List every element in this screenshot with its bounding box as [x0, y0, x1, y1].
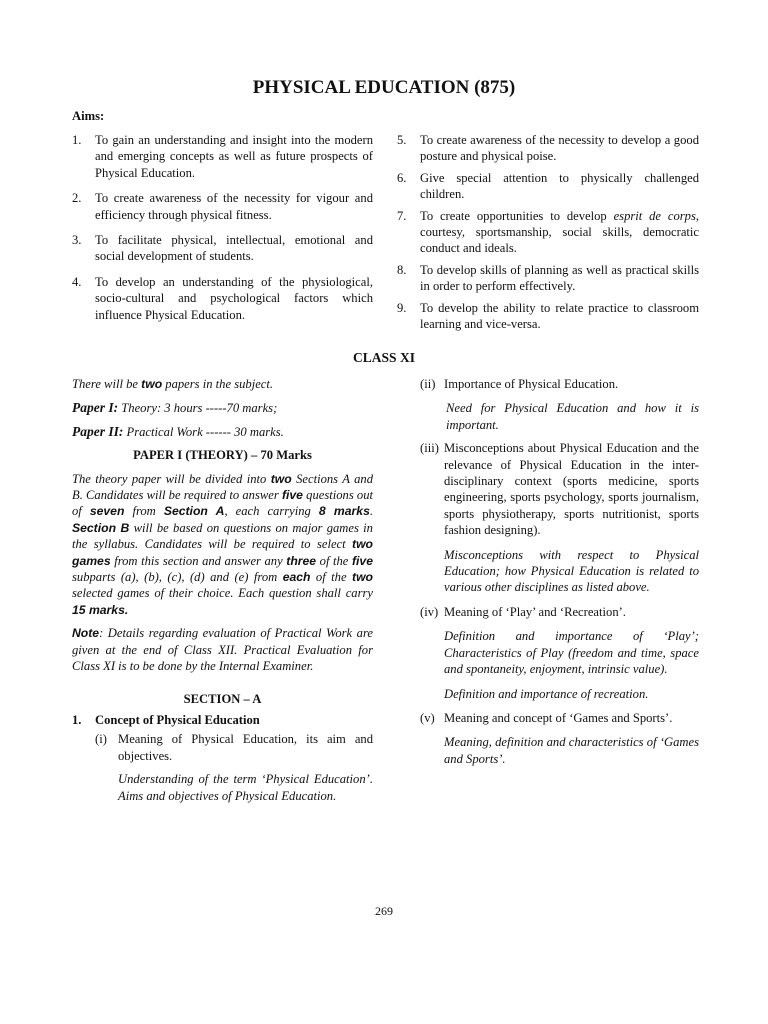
- aim-number: 9.: [397, 300, 407, 315]
- emphasis: Section B: [72, 520, 130, 535]
- aim-number: 5.: [397, 133, 407, 147]
- paper1-heading: PAPER I (THEORY) – 70 Marks: [133, 448, 312, 463]
- aim-number: 3.: [72, 233, 82, 248]
- emphasis: seven: [89, 504, 125, 519]
- subtopic-title: Meaning of ‘Play’ and ‘Recreation’.: [444, 604, 626, 619]
- aim-text: To facilitate physical, intellectual, emotional and social development of students.: [95, 233, 373, 264]
- text-part: The theory paper will be divided into: [72, 471, 271, 486]
- subtopic-description: Need for Physical Education and how it is important.: [446, 401, 699, 432]
- subtopic-item: [420, 604, 699, 620]
- subtopic-label: (v): [420, 710, 435, 725]
- note-paragraph: [72, 625, 373, 674]
- emphasis: two: [352, 570, 373, 585]
- subtopic-label: (ii): [420, 377, 436, 391]
- text-part: papers in the subject.: [162, 377, 274, 391]
- text-part: There will be: [72, 377, 142, 391]
- emphasis: two games: [72, 537, 373, 568]
- emphasis: five: [351, 553, 373, 568]
- column-left: [72, 376, 373, 804]
- page-title: PHYSICAL EDUCATION (875): [252, 77, 516, 98]
- aim-item: [72, 232, 373, 265]
- subtopic-item: [420, 440, 699, 538]
- aim-text: [420, 208, 699, 257]
- aims-list-left: [72, 132, 373, 323]
- subtopic-item: [72, 731, 373, 764]
- text-part: Practical Work ------ 30 marks.: [123, 424, 284, 439]
- text-part: .: [369, 504, 373, 519]
- aim-number: 8.: [397, 262, 407, 277]
- text-part: : Details regarding evaluation of Practical Work are given at the end of Class XII. Practical Evaluation for Class XI is to be done by the Internal Examiner.: [72, 626, 373, 674]
- class-heading: CLASS XI: [353, 350, 415, 365]
- subtopic-label: (i): [95, 732, 107, 747]
- papers-intro: [72, 376, 373, 392]
- emphasis: Section A: [163, 504, 225, 519]
- aim-item: [397, 262, 699, 295]
- subtopic-title: Meaning and concept of ‘Games and Sports’.: [444, 710, 673, 725]
- aims-heading: Aims:: [72, 109, 105, 123]
- aim-text: To develop the ability to relate practice to classroom learning and vice-versa.: [420, 300, 699, 332]
- paper-two: [72, 424, 373, 440]
- aim-item: [72, 274, 373, 323]
- aim-item: [397, 208, 699, 257]
- aim-item: [397, 132, 699, 165]
- text-part: Sections A and B. Candidates will be required to answer: [72, 471, 373, 503]
- emphasis: each: [282, 570, 311, 585]
- paper-one: [72, 400, 373, 416]
- text-part: of the: [316, 553, 352, 568]
- emphasis: 15 marks.: [72, 602, 129, 617]
- aim-text: To create awareness of the necessity to develop a good posture and physical poise.: [420, 133, 699, 164]
- subtopic-description: Understanding of the term ‘Physical Education’. Aims and objectives of Physical Education.: [118, 772, 373, 803]
- emphasis: two: [270, 471, 292, 486]
- emphasis: five: [281, 488, 303, 503]
- aim-text-italic: esprit de corps: [613, 208, 696, 223]
- topic-title: Concept of Physical Education: [95, 712, 260, 727]
- section-a-heading: SECTION – A: [183, 691, 262, 706]
- aim-text: Give special attention to physically challenged children.: [420, 170, 699, 202]
- aim-item: [397, 300, 699, 333]
- topic-heading: [72, 712, 373, 728]
- paper-label: Paper II:: [72, 423, 124, 439]
- subtopic-label: (iv): [420, 604, 439, 619]
- aim-number: 7.: [397, 208, 407, 223]
- aim-number: 2.: [72, 191, 82, 206]
- emphasis: two: [141, 377, 163, 391]
- aim-item: [72, 132, 373, 181]
- subtopic-item: [420, 376, 699, 392]
- text-part: from this section and answer any: [110, 553, 287, 568]
- aim-number: 6.: [397, 170, 407, 185]
- subtopic-label: (iii): [420, 441, 439, 456]
- subtopic-description: Meaning, definition and characteristics of ‘Games and Sports’.: [444, 735, 699, 766]
- aim-number: 1.: [72, 133, 82, 147]
- text-part: , each carrying: [224, 504, 319, 519]
- subtopic-title: Meaning of Physical Education, its aim and objectives.: [118, 732, 373, 763]
- text-part: subparts (a), (b), (c), (d) and (e) from: [72, 570, 283, 585]
- emphasis: 8 marks: [318, 504, 370, 519]
- subtopic-description: Definition and importance of recreation.: [444, 686, 649, 701]
- aim-text-part: To create opportunities to develop: [420, 208, 614, 223]
- text-part: questions out of: [72, 488, 373, 519]
- aim-text: To develop skills of planning as well as practical skills in order to perform effectively.: [420, 262, 699, 294]
- aim-item: [72, 190, 373, 223]
- note-label: Note: [72, 626, 100, 641]
- subtopic-description: Definition and importance of ‘Play’; Characteristics of Play (freedom and time, space and spontaneity, enjoyment, intrinsic value).: [444, 629, 699, 677]
- text-part: of the: [310, 570, 353, 585]
- aims-list-right: [397, 132, 699, 332]
- text-part: from: [124, 504, 164, 519]
- page-number: 269: [375, 904, 393, 918]
- aim-text-part: , courtesy, sportsmanship, social skills, democratic conduct and ideals.: [420, 208, 700, 256]
- text-part: selected games of their choice. Each question shall carry: [72, 586, 373, 601]
- theory-paragraph: [72, 471, 373, 619]
- aim-text: To develop an understanding of the physiological, socio-cultural and psychological factors which influence Physical Education.: [95, 274, 373, 322]
- subtopic-item: [420, 710, 699, 726]
- column-right: [420, 376, 699, 767]
- topic-number: 1.: [72, 712, 82, 727]
- emphasis: three: [286, 553, 317, 568]
- paper-label: Paper I:: [72, 400, 119, 416]
- subtopic-description: Misconceptions with respect to Physical Education; how Physical Education is related to various other disciplines as listed above.: [444, 547, 699, 595]
- aim-text: To gain an understanding and insight into the modern and emerging concepts as well as future prospects of Physical Education.: [95, 133, 373, 180]
- text-part: will be based on questions on major games in the syllabus. Candidates will be required to select: [72, 520, 373, 552]
- aim-number: 4.: [72, 274, 82, 289]
- text-part: Theory: 3 hours -----70 marks;: [118, 401, 278, 416]
- subtopic-title: Importance of Physical Education.: [444, 377, 619, 391]
- aim-text: To create awareness of the necessity for vigour and efficiency through physical fitness.: [95, 191, 373, 222]
- subtopic-title: Misconceptions about Physical Education and the relevance of Physical Education in the inter-disciplinary context (sports medicine, sports engineering, sports psychology, sports journalism, sports physiotherapy, sports nutritionist, sports fashion designing).: [444, 441, 699, 538]
- aim-item: [397, 170, 699, 203]
